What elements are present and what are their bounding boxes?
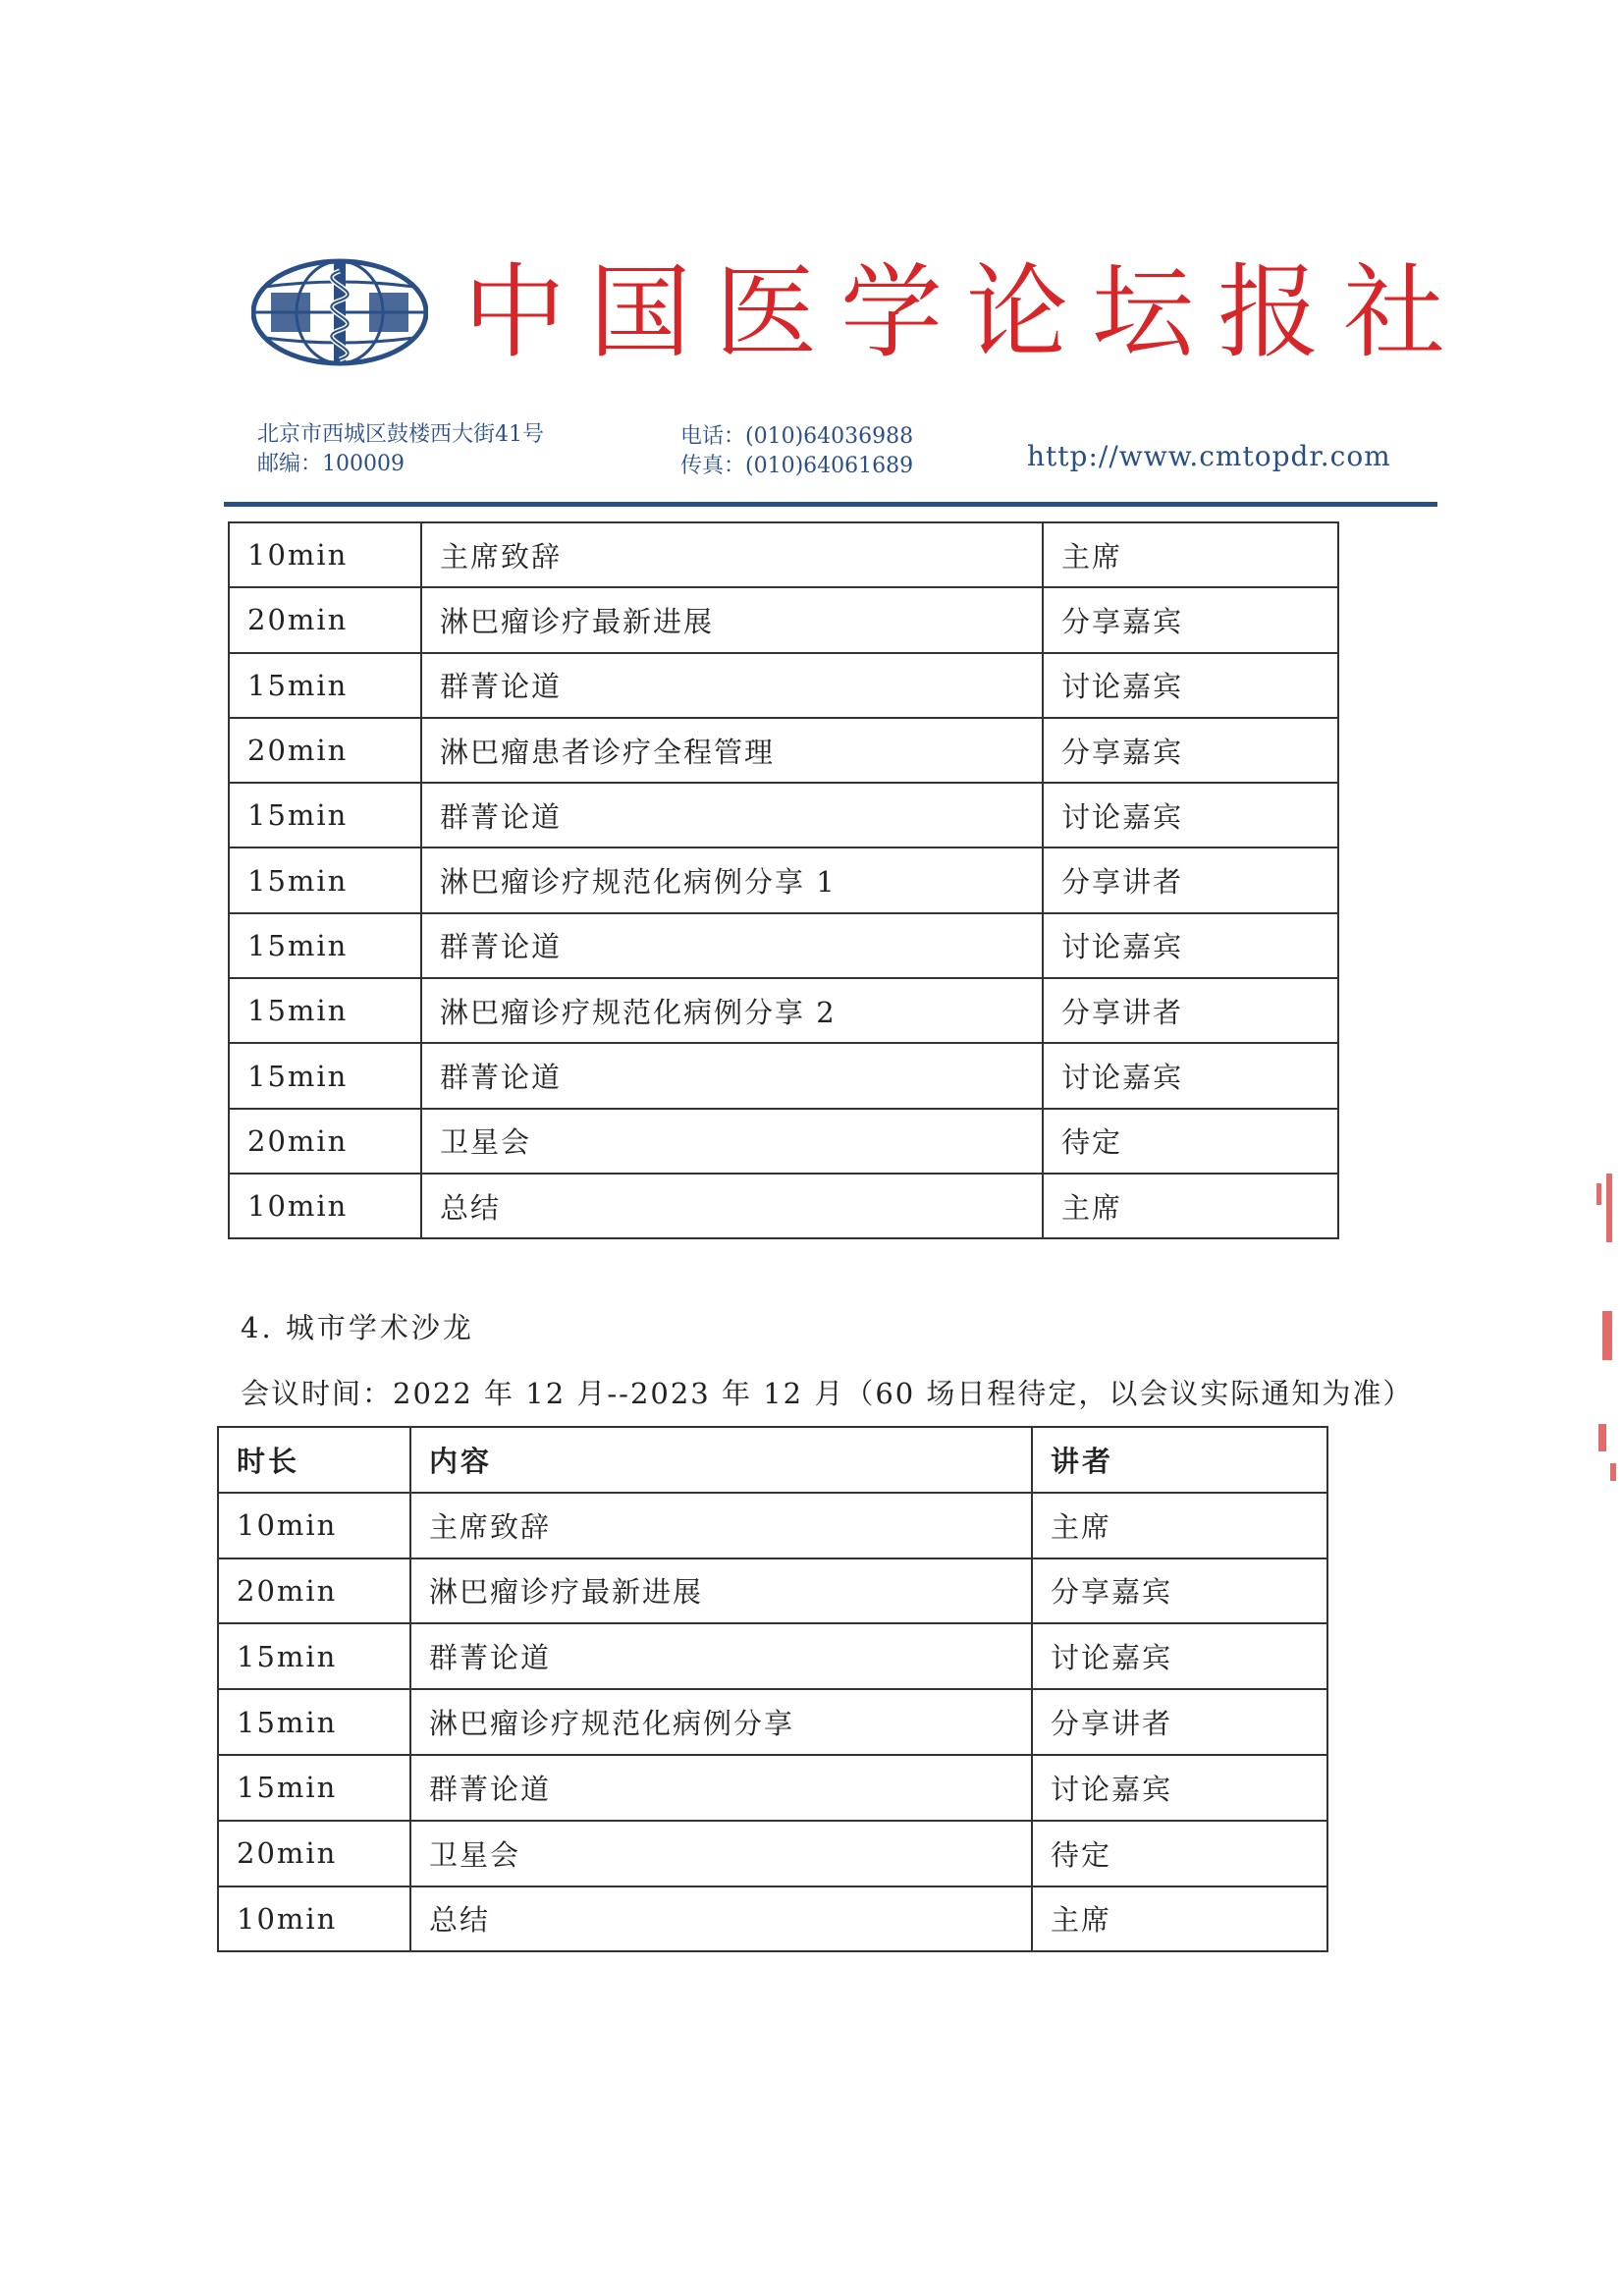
cell-content: 群菁论道 [421,653,1043,718]
table-row [229,1043,1338,1108]
cell-content: 淋巴瘤诊疗规范化病例分享 [410,1689,1032,1755]
table-row [229,847,1338,912]
postcode: 邮编：100009 [257,452,405,476]
cell-speaker: 讨论嘉宾 [1043,1043,1338,1108]
cell-content: 淋巴瘤诊疗规范化病例分享 1 [421,847,1043,912]
cell-speaker: 分享嘉宾 [1043,718,1338,783]
column-header-speaker: 讲者 [1032,1427,1327,1493]
cell-speaker: 主席 [1032,1886,1327,1952]
table-row [229,587,1338,652]
organization-name: 中国医学论坛报社 [463,252,1470,372]
cell-duration: 15min [229,847,421,912]
cell-content: 总结 [421,1174,1043,1238]
cell-speaker: 分享讲者 [1043,847,1338,912]
cell-speaker: 讨论嘉宾 [1043,913,1338,978]
letterhead-divider [224,502,1437,507]
cell-duration: 15min [229,1043,421,1108]
phone-number: 电话：(010)64036988 [680,424,914,449]
cell-speaker: 分享讲者 [1032,1689,1327,1755]
table-row [229,978,1338,1043]
cell-speaker: 分享嘉宾 [1043,587,1338,652]
cell-duration: 15min [218,1755,410,1821]
table-row [218,1755,1327,1821]
cell-speaker: 讨论嘉宾 [1032,1623,1327,1689]
section-title: 4. 城市学术沙龙 [241,1311,474,1344]
cell-speaker: 待定 [1032,1821,1327,1886]
column-header-content: 内容 [410,1427,1032,1493]
cell-content: 群菁论道 [421,1043,1043,1108]
cell-duration: 10min [218,1493,410,1558]
cell-content: 群菁论道 [421,913,1043,978]
column-header-duration: 时长 [218,1427,410,1493]
website-link[interactable]: http://www.cmtopdr.com [1027,440,1391,472]
cell-content: 群菁论道 [410,1623,1032,1689]
cell-content: 淋巴瘤诊疗规范化病例分享 2 [421,978,1043,1043]
table-row [229,718,1338,783]
city-salon-agenda-table [217,1426,1328,1952]
cell-duration: 15min [218,1623,410,1689]
cell-duration: 15min [229,783,421,847]
table-row [229,1174,1338,1238]
cell-duration: 15min [229,978,421,1043]
cell-duration: 20min [229,587,421,652]
table-header-row [218,1427,1327,1493]
cell-duration: 15min [229,653,421,718]
cell-speaker: 分享嘉宾 [1032,1558,1327,1624]
cell-content: 卫星会 [421,1109,1043,1174]
table-row [218,1689,1327,1755]
cell-duration: 10min [229,522,421,587]
cell-speaker: 讨论嘉宾 [1043,783,1338,847]
table-row [218,1886,1327,1952]
cell-content: 卫星会 [410,1821,1032,1886]
cell-content: 主席致辞 [421,522,1043,587]
cell-duration: 15min [229,913,421,978]
cell-speaker: 分享讲者 [1043,978,1338,1043]
cell-content: 淋巴瘤诊疗最新进展 [410,1558,1032,1624]
cell-duration: 20min [229,1109,421,1174]
table-row [229,783,1338,847]
table-row [229,913,1338,978]
cell-duration: 20min [218,1821,410,1886]
globe-caduceus-logo-icon [251,257,428,367]
cell-content: 淋巴瘤诊疗最新进展 [421,587,1043,652]
table-row [229,653,1338,718]
table-row [218,1821,1327,1886]
cell-content: 群菁论道 [410,1755,1032,1821]
address-block [257,420,544,479]
cell-content: 群菁论道 [421,783,1043,847]
fax-number: 传真：(010)64061689 [680,454,914,478]
cell-content: 主席致辞 [410,1493,1032,1558]
agenda-table-continued [228,521,1339,1239]
meeting-time: 会议时间：2022 年 12 月--2023 年 12 月（60 场日程待定，以会议实际通知为准） [241,1377,1414,1410]
cell-duration: 20min [229,718,421,783]
cell-content: 淋巴瘤患者诊疗全程管理 [421,718,1043,783]
table-row [218,1558,1327,1624]
table-row [229,1109,1338,1174]
cell-speaker: 主席 [1043,1174,1338,1238]
cell-duration: 20min [218,1558,410,1624]
cell-speaker: 主席 [1032,1493,1327,1558]
cell-duration: 10min [229,1174,421,1238]
cell-duration: 10min [218,1886,410,1952]
address: 北京市西城区鼓楼西大街41号 [257,422,544,447]
phone-block [680,422,913,481]
cell-speaker: 待定 [1043,1109,1338,1174]
table-row [218,1623,1327,1689]
cell-duration: 15min [218,1689,410,1755]
cell-speaker: 主席 [1043,522,1338,587]
table-row [229,522,1338,587]
table-row [218,1493,1327,1558]
cell-content: 总结 [410,1886,1032,1952]
cell-speaker: 讨论嘉宾 [1032,1755,1327,1821]
cell-speaker: 讨论嘉宾 [1043,653,1338,718]
